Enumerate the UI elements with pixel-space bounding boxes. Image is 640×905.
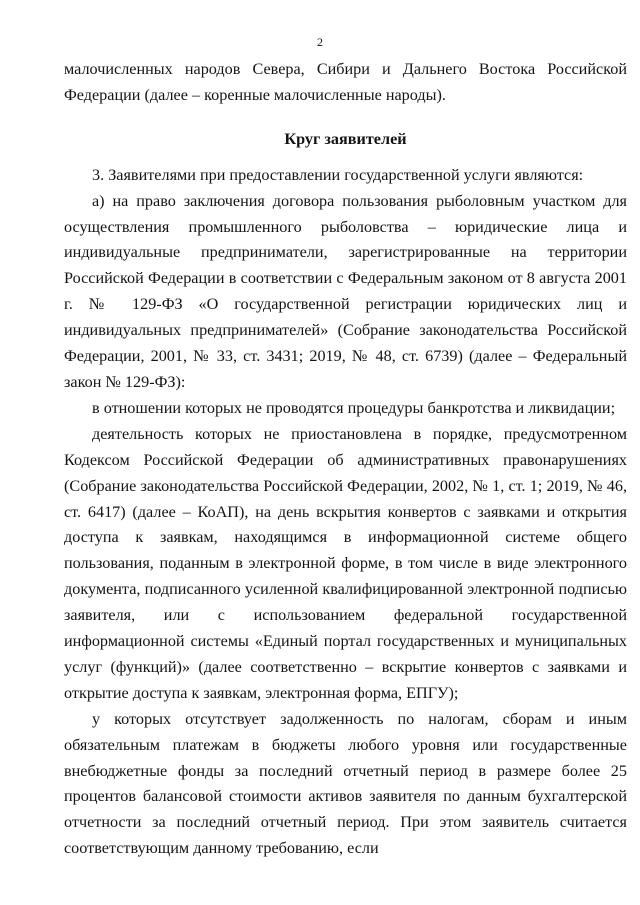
page-number: 2	[317, 35, 323, 49]
document-body	[64, 57, 627, 862]
paragraph-no-debt: у которых отсутствует задолженность по налогам, сборам и иным обязательным платежам в бюджеты любого уровня или государственные внебюджетные фонды за последний отчетный период в размере более 25 процентов балансовой стоимости активов заявителя по данным бухгалтерской отчетности за последний отчетный период. При этом заявитель считается соответствующим данному требованию, если	[64, 709, 627, 858]
paragraph-not-suspended: деятельность которых не приостановлена в порядке, предусмотренном Кодексом Российской Федерации об административных правонарушениях (Собрание законодательства Российской Федерации, 2002, № 1, ст. 1; 2019, № 46, ст. 6417) (далее – КоАП), на день вскрытия конвертов с заявками и открытия доступа к заявкам, находящимся в информационной системе общего пользования, поданным в электронной форме, в том числе в виде электронного документа, подписанного усиленной квалифицированной электронной подписью заявителя, или с использованием федеральной государственной информационной системы «Единый портал государственных и муниципальных услуг (функций)» (далее соответственно – вскрытие конвертов с заявками и открытие доступа к заявкам, электронная форма, ЕПГУ);	[64, 424, 627, 702]
paragraph-continuation: малочисленных народов Севера, Сибири и Дальнего Востока Российской Федерации (далее – коренные малочисленные народы).	[64, 60, 627, 104]
section-title: Круг заявителей	[284, 129, 407, 148]
paragraph-no-bankruptcy: в отношении которых не проводятся процедуры банкротства и ликвидации;	[92, 398, 616, 417]
paragraph-applicants: 3. Заявителями при предоставлении государственной услуги являются:	[92, 165, 584, 184]
paragraph-item-a: а) на право заключения договора пользования рыболовным участком для осуществления промышленного рыболовства – юридические лица и индивидуальные предприниматели, зарегистрированные на территории Российской Федерации в соответствии с Федеральным законом от 8 августа 2001 г. № 129-ФЗ «О государственной регистрации юридических лиц и индивидуальных предпринимателей» (Собрание законодательства Российской Федерации, 2001, № 33, ст. 3431; 2019, № 48, ст. 6739) (далее – Федеральный закон № 129-ФЗ):	[64, 191, 627, 391]
